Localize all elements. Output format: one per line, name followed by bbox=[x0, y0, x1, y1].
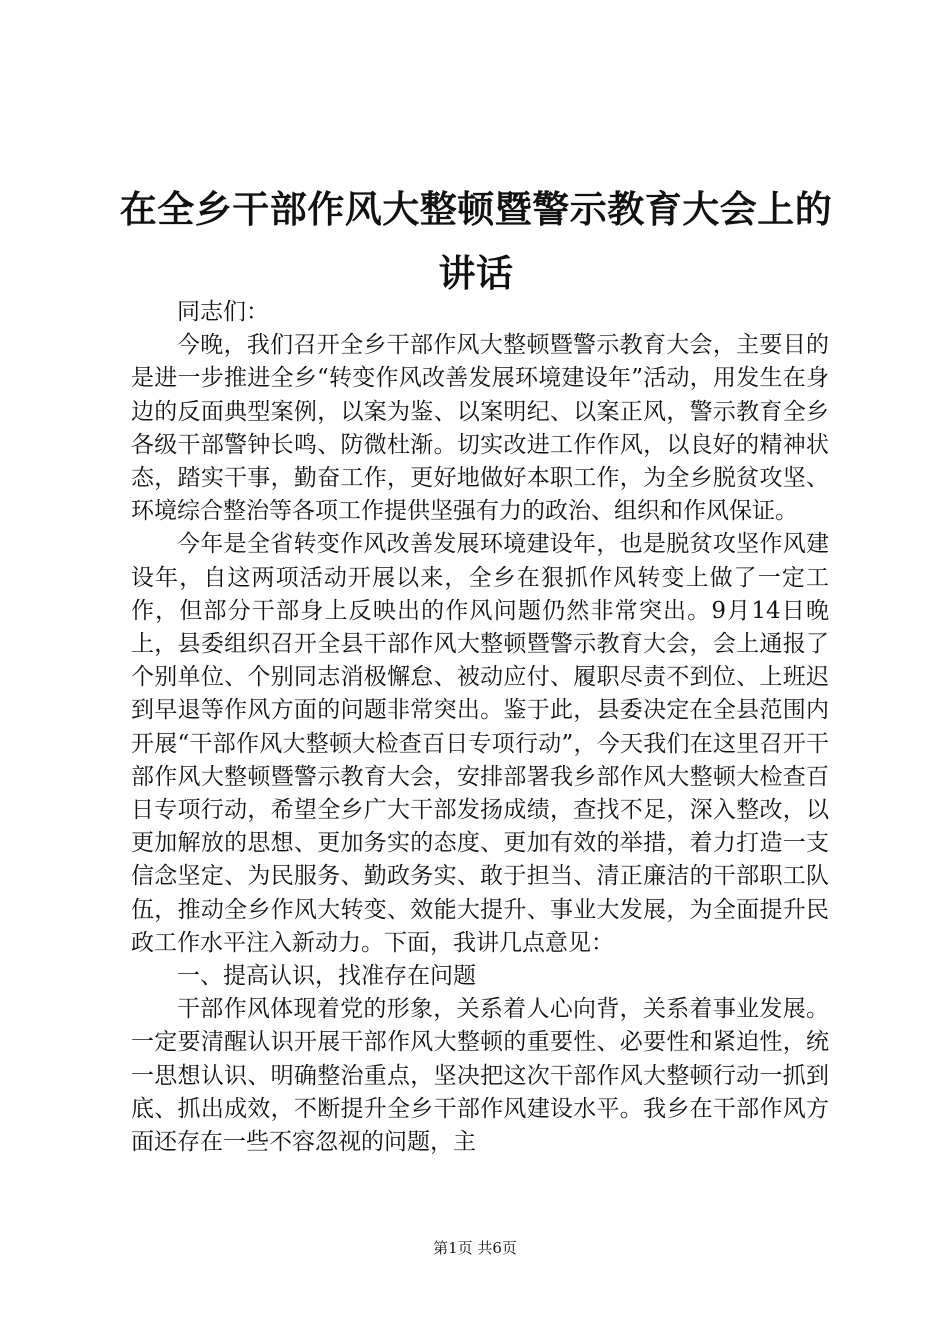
document-title: 在全乡干部作风大整顿暨警示教育大会上的讲话 bbox=[119, 188, 833, 295]
document-body bbox=[131, 296, 829, 1159]
page-number-footer: 第1页 共6页 bbox=[433, 1239, 517, 1257]
section-paragraph: 干部作风体现着党的形象，关系着人心向背，关系着事业发展。一定要清醒认识开展干部作风大整顿的重要性、必要性和紧迫性，统一思想认识、明确整治重点，坚决把这次干部作风大整顿行动一抓到底、抓出成效，不断提升全乡干部作风建设水平。我乡在干部作风方面还存在一些不容忽视的问题，主 bbox=[131, 996, 829, 1156]
paragraph-2: 今年是全省转变作风改善发展环境建设年，也是脱贫攻坚作风建设年，自这两项活动开展以来，全乡在狠抓作风转变上做了一定工作，但部分干部身上反映出的作风问题仍然非常突出。9月14日晚上，县委组织召开全县干部作风大整顿暨警示教育大会，会上通报了个别单位、个别同志消极懈怠、被动应付、履职尽责不到位、上班迟到早退等作风方面的问题非常突出。鉴于此，县委决定在全县范围内开展“干部作风大整顿大检查百日专项行动”，今天我们在这里召开干部作风大整顿暨警示教育大会，安排部署我乡部作风大整顿大检查百日专项行动，希望全乡广大干部发扬成绩，查找不足，深入整改，以更加解放的思想、更加务实的态度、更加有效的举措，着力打造一支信念坚定、为民服务、勤政务实、敢于担当、清正廉洁的干部职工队伍，推动全乡作风大转变、效能大提升、事业大发展，为全面提升民政工作水平注入新动力。下面，我讲几点意见： bbox=[131, 531, 829, 956]
paragraph-1: 今晚，我们召开全乡干部作风大整顿暨警示教育大会，主要目的是进一步推进全乡“转变作风改善发展环境建设年”活动，用发生在身边的反面典型案例，以案为鉴、以案明纪、以案正风，警示教育全乡各级干部警钟长鸣、防微杜渐。切实改进工作作风，以良好的精神状态，踏实干事，勤奋工作，更好地做好本职工作，为全乡脱贫攻坚、环境综合整治等各项工作提供坚强有力的政治、组织和作风保证。 bbox=[131, 332, 829, 525]
section-heading: 一、提高认识，找准存在问题 bbox=[177, 963, 476, 990]
salutation: 同志们： bbox=[177, 299, 269, 325]
